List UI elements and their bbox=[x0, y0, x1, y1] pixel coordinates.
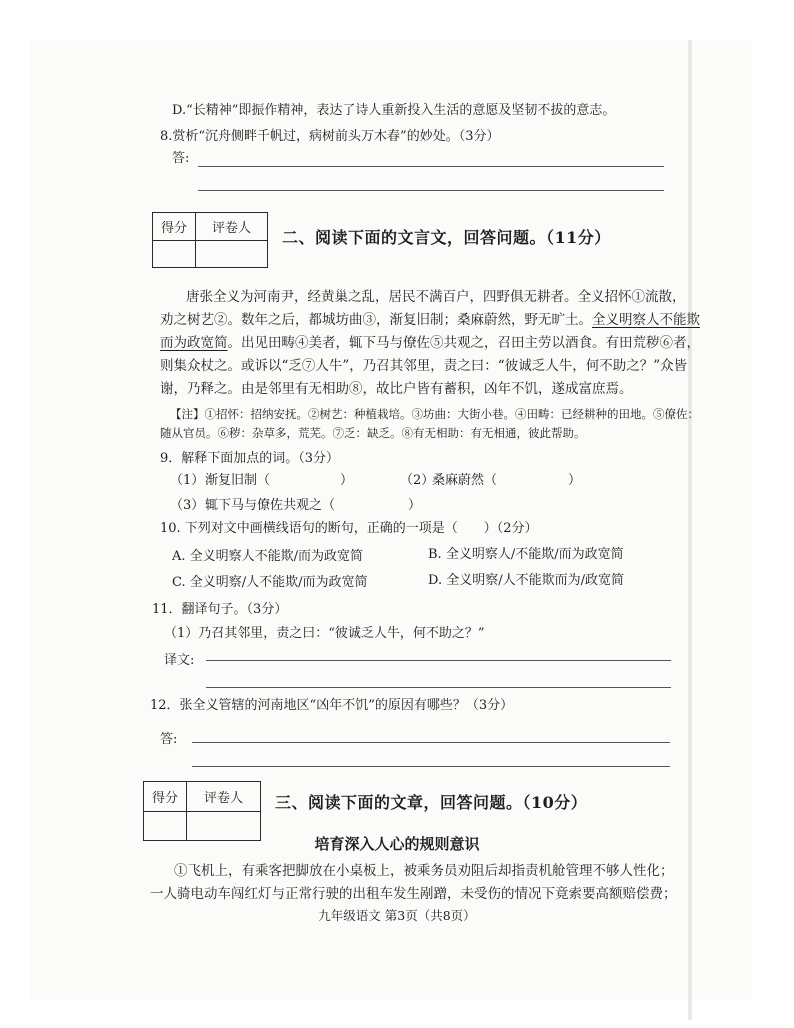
q9-item2: 桑麻蔚然（ bbox=[432, 473, 498, 488]
section2-score-table bbox=[152, 212, 268, 268]
section3-title: 三、阅读下面的文章，回答问题。（10分） bbox=[275, 793, 588, 812]
article-p1-line1: ①飞机上，有乘客把脚放在小桌板上，被乘务员劝阻后却指责机舱管理不够人性化； bbox=[174, 863, 674, 879]
score-header: 得分 bbox=[144, 782, 187, 812]
underlined-sentence-part2: 而为政宽简 bbox=[160, 335, 228, 351]
q9-question: 9．解释下面加点的词。（3分） bbox=[160, 451, 340, 466]
page-footer: 九年级语文 第3页（共8页） bbox=[318, 908, 476, 923]
underlined-sentence-part1: 全义明察人不能欺 bbox=[592, 312, 700, 328]
q9-item1-num: （1） bbox=[170, 473, 205, 488]
q11-answer-line-1[interactable] bbox=[206, 660, 671, 661]
article-title: 培育深入人心的规则意识 bbox=[314, 835, 480, 853]
q10-option-a[interactable]: A. 全义明察人不能欺/而为政宽简 bbox=[172, 549, 364, 564]
page-edge-shadow bbox=[688, 40, 692, 1020]
q9-item1: 渐复旧制（ bbox=[205, 473, 271, 488]
q8-answer-line-2[interactable] bbox=[198, 190, 664, 191]
q8-answer-label: 答: bbox=[172, 151, 190, 166]
q9-item3-num: （3） bbox=[170, 498, 205, 513]
passage-line-2: 劝之树艺②。数年之后，都城坊曲③，渐复旧制；桑麻蔚然，野无旷土。全义明察人不能欺 bbox=[160, 312, 700, 328]
q11-question: 11．翻译句子。（3分） bbox=[152, 602, 288, 617]
q10-option-b[interactable]: B. 全义明察人/不能欺/而为政宽简 bbox=[428, 547, 624, 562]
passage-line-5: 谢，乃释之。由是邻里有无相助⑧，故比户皆有蓄积，凶年不饥，遂成富庶焉。 bbox=[160, 381, 633, 397]
q11-answer-line-2[interactable] bbox=[206, 687, 671, 688]
q12-answer-line-1[interactable] bbox=[192, 742, 670, 743]
section3-score-table bbox=[143, 781, 261, 841]
q10-question: 10. 下列对文中画横线语句的断句，正确的一项是（ ）（2分） bbox=[160, 521, 538, 536]
q9-item3-close: ） bbox=[408, 498, 422, 513]
q8-answer-line-1[interactable] bbox=[198, 166, 664, 167]
passage-line-3: 而为政宽简。出见田畴④美者，辄下马与僚佐⑤共观之，召田主劳以酒食。有田荒秽⑥者， bbox=[160, 335, 700, 351]
grader-header: 评卷人 bbox=[196, 213, 268, 241]
score-cell[interactable] bbox=[153, 241, 196, 268]
q9-item3: 辄下马与僚佐共观之（ bbox=[205, 498, 336, 513]
q11-item1: （1）乃召其邻里，责之曰：“彼诚乏人牛，何不助之？” bbox=[164, 626, 485, 641]
passage-line-4: 则集众杖之。或诉以“乏⑦人牛”，乃召其邻里，责之曰：“彼诚乏人牛，何不助之？”众皆 bbox=[160, 358, 688, 374]
annotation-line-2: 随从官员。⑥秽：杂草多，荒芜。⑦乏：缺乏。⑧有无相助：有无相通，彼此帮助。 bbox=[160, 426, 586, 440]
article-p1-line2: 一人骑电动车闯红灯与正常行驶的出租车发生剐蹭，未受伤的情况下竟索要高额赔偿费； bbox=[150, 886, 677, 902]
q10-option-c[interactable]: C. 全义明察/人不能欺/而为政宽简 bbox=[172, 575, 368, 590]
annotation-line-1: 【注】①招怀：招纳安抚。②树艺：种植栽培。③坊曲：大街小巷。④田畴：已经耕种的田地。⑤僚佐： bbox=[170, 407, 699, 421]
q7-option-d: D.“长精神”即振作精神，表达了诗人重新投入生活的意愿及坚韧不拔的意志。 bbox=[172, 103, 616, 118]
q10-option-d[interactable]: D. 全义明察/人不能欺而为/政宽简 bbox=[428, 573, 624, 588]
q9-item2-num: （2） bbox=[400, 473, 435, 488]
q9-item1-close: ） bbox=[340, 473, 354, 488]
section2-title: 二、阅读下面的文言文，回答问题。（11分） bbox=[282, 228, 611, 247]
q12-answer-line-2[interactable] bbox=[192, 766, 670, 767]
q12-answer-label: 答: bbox=[160, 732, 178, 747]
q8-question: 8.赏析“沉舟侧畔千帆过，病树前头万木春”的妙处。（3分） bbox=[160, 129, 500, 144]
grader-header: 评卷人 bbox=[187, 782, 261, 812]
passage-line-1: 唐张全义为河南尹，经黄巢之乱，居民不满百户，四野俱无耕者。全义招怀①流散， bbox=[186, 289, 686, 305]
grader-cell[interactable] bbox=[196, 241, 268, 268]
score-header: 得分 bbox=[153, 213, 196, 241]
q9-item2-close: ） bbox=[568, 473, 582, 488]
q12-question: 12．张全义管辖的河南地区“凶年不饥”的原因有哪些？（3分） bbox=[150, 698, 514, 713]
q11-answer-label: 译文: bbox=[164, 653, 195, 668]
